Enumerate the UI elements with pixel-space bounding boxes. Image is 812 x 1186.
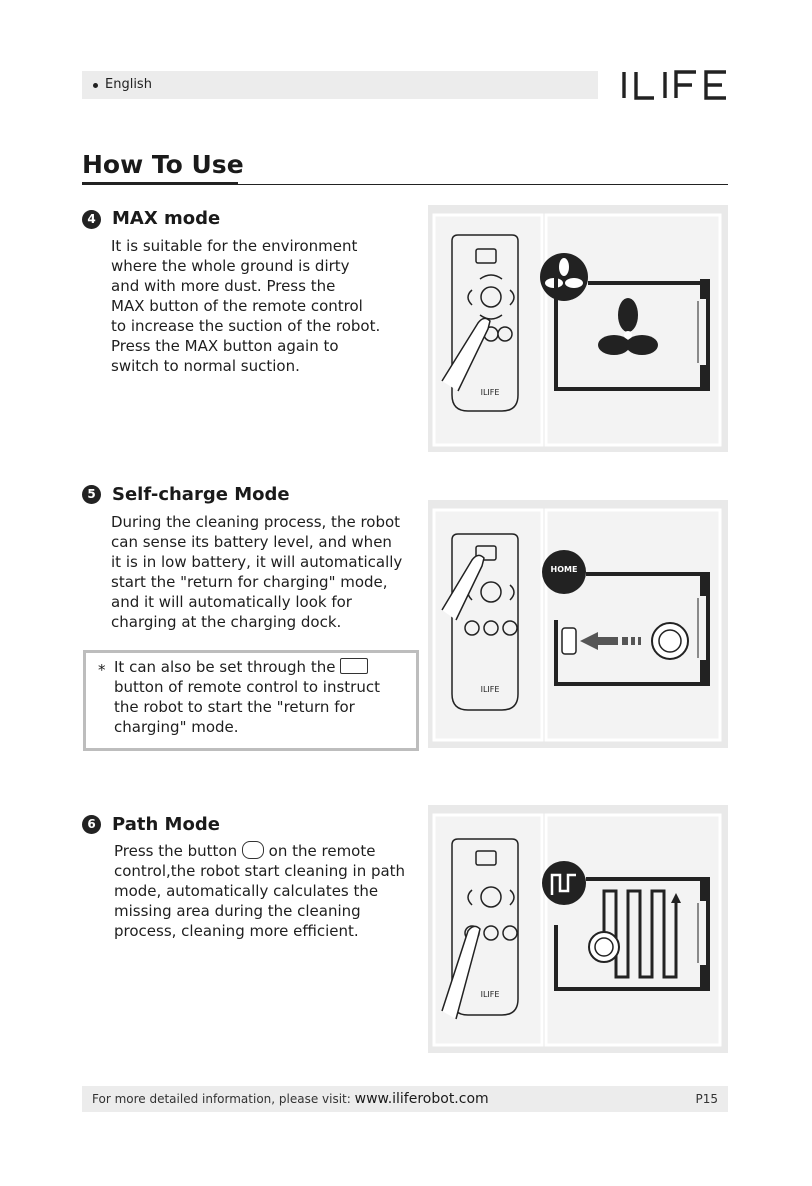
step-title: Path Mode — [112, 814, 220, 835]
footer-bar — [82, 1086, 728, 1112]
self-charge-illustration — [428, 500, 728, 748]
text-line: charging at the charging dock. — [111, 613, 342, 631]
remote-control-icon — [452, 534, 518, 710]
robot-icon — [652, 623, 688, 659]
path-mode-figure — [428, 805, 728, 1053]
text-fragment: on the remote — [268, 842, 376, 860]
text-line: and with more dust. Press the — [111, 277, 336, 295]
text-line — [114, 841, 424, 861]
home-button-icon — [340, 658, 368, 674]
max-mode-illustration — [428, 205, 728, 452]
robot-icon — [589, 932, 619, 962]
home-badge-label: HOME — [550, 565, 578, 574]
text-line: it is in low battery, it will automatically — [111, 553, 403, 571]
language-label: English — [105, 77, 152, 92]
text-line: mode, automatically calculates the — [114, 882, 379, 900]
step-number-badge: 6 — [82, 815, 101, 834]
note-asterisk: * — [98, 661, 106, 679]
note-line: button of remote control to instruct — [114, 678, 380, 696]
ilife-logo — [620, 66, 730, 106]
step-description — [111, 236, 431, 376]
text-line: It is suitable for the environment — [111, 237, 358, 255]
path-badge-icon — [542, 861, 586, 905]
path-button-icon — [242, 841, 264, 859]
text-line: can sense its battery level, and when — [111, 533, 392, 551]
charging-dock-icon — [562, 628, 576, 654]
text-line: control,the robot start cleaning in path — [114, 862, 406, 880]
note-box — [83, 650, 419, 751]
cleaning-path-icon — [604, 891, 676, 977]
text-line: start the "return for charging" mode, — [111, 573, 388, 591]
bullet-icon — [93, 83, 98, 88]
text-line: MAX button of the remote control — [111, 297, 363, 315]
footer-prefix: For more detailed information, please visit: — [92, 1092, 351, 1106]
self-charge-figure — [428, 500, 728, 748]
website-link[interactable]: www.iliferobot.com — [354, 1091, 489, 1107]
note-line — [114, 657, 380, 677]
text-fragment: Press the button — [114, 842, 238, 860]
remote-brand-label: ILIFE — [480, 685, 500, 694]
text-line: and it will automatically look for — [111, 593, 352, 611]
path-mode-illustration — [428, 805, 728, 1053]
max-mode-figure — [428, 205, 728, 452]
remote-brand-label: ILIFE — [480, 990, 500, 999]
note-text — [114, 657, 380, 737]
step-number-badge: 5 — [82, 485, 101, 504]
footer-text — [92, 1086, 489, 1112]
title-underline — [82, 182, 238, 185]
step-title: Self-charge Mode — [112, 484, 290, 505]
text-line: During the cleaning process, the robot — [111, 513, 401, 531]
step-description — [111, 512, 431, 632]
page-number: P15 — [695, 1092, 718, 1106]
step-description — [114, 841, 424, 941]
step-title: MAX mode — [112, 208, 221, 229]
step-number-badge: 4 — [82, 210, 101, 229]
text-line: switch to normal suction. — [111, 357, 300, 375]
remote-brand-label: ILIFE — [480, 388, 500, 397]
note-line: the robot to start the "return for — [114, 698, 355, 716]
language-bar — [82, 71, 598, 99]
text-line: to increase the suction of the robot. — [111, 317, 381, 335]
text-line: missing area during the cleaning — [114, 902, 361, 920]
note-line: charging" mode. — [114, 718, 239, 736]
text-line: Press the MAX button again to — [111, 337, 339, 355]
text-line: process, cleaning more efficient. — [114, 922, 359, 940]
text-line: where the whole ground is dirty — [111, 257, 350, 275]
note-line-text: It can also be set through the — [114, 658, 336, 676]
page-title: How To Use — [82, 150, 244, 179]
